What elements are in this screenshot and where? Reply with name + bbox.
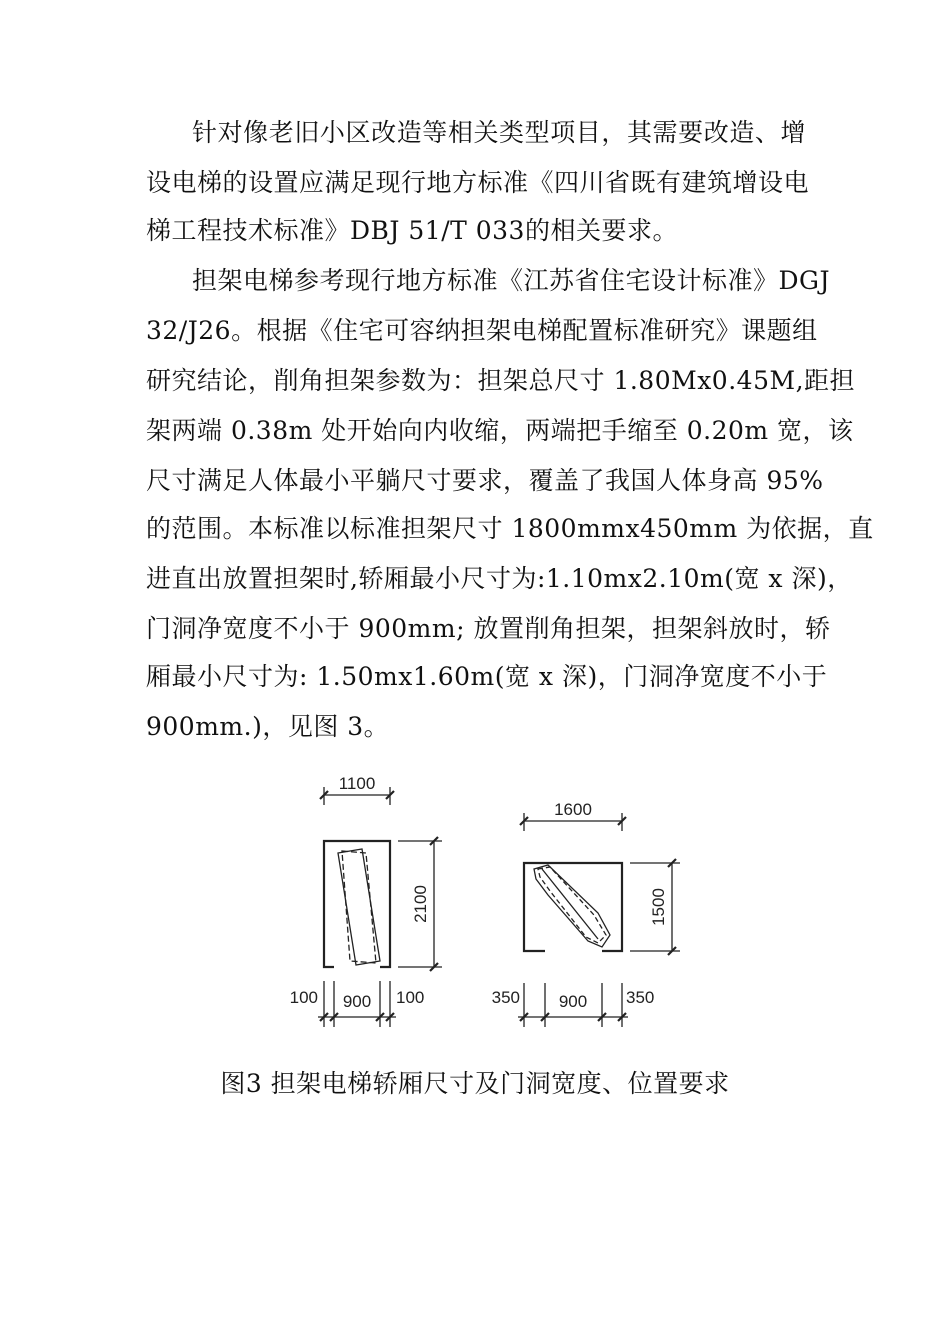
right-door-width-label: 900 [558,992,588,1011]
text-line: 32/J26。根据《住宅可容纳担架电梯配置标准研究》课题组 [146,316,818,345]
elevator-car-diagram [280,765,700,1045]
text-line: 尺寸满足人体最小平躺尺寸要求，覆盖了我国人体身高 95% [146,466,824,495]
text-line: 门洞净宽度不小于 900mm; 放置削角担架，担架斜放时，轿 [146,614,831,643]
figure-caption: 图3 担架电梯轿厢尺寸及门洞宽度、位置要求 [220,1069,730,1098]
text-line: 架两端 0.38m 处开始向内收缩，两端把手缩至 0.20m 宽，该 [146,416,854,445]
text-line: 厢最小尺寸为: 1.50mx1.60m(宽 x 深)，门洞净宽度不小于 [146,662,828,691]
text-line: 900mm.)，见图 3。 [146,712,390,741]
right-width-label: 1600 [554,800,592,819]
text-line: 梯工程技术标准》DBJ 51/T 033的相关要求。 [146,216,678,245]
text-line: 的范围。本标准以标准担架尺寸 1800mmx450mm 为依据，直 [146,514,874,543]
right-door-side-label: 350 [491,988,520,1007]
text-line: 针对像老旧小区改造等相关类型项目，其需要改造、增 [192,118,806,147]
text-line: 研究结论，削角担架参数为：担架总尺寸 1.80Mx0.45M,距担 [146,366,856,395]
left-depth-label: 2100 [411,885,430,923]
left-door-width-label: 900 [342,992,372,1011]
text-line: 担架电梯参考现行地方标准《江苏省住宅设计标准》DGJ [192,266,831,295]
right-depth-label: 1500 [649,888,668,926]
left-door-side-label: 100 [289,988,318,1007]
text-line: 设电梯的设置应满足现行地方标准《四川省既有建筑增设电 [146,168,810,197]
right-door-side-label: 350 [626,988,655,1007]
text-line: 进直出放置担架时,轿厢最小尺寸为:1.10mx2.10m(宽 x 深)， [146,564,853,593]
left-width-label: 1100 [338,774,376,793]
left-door-side-label: 100 [396,988,425,1007]
